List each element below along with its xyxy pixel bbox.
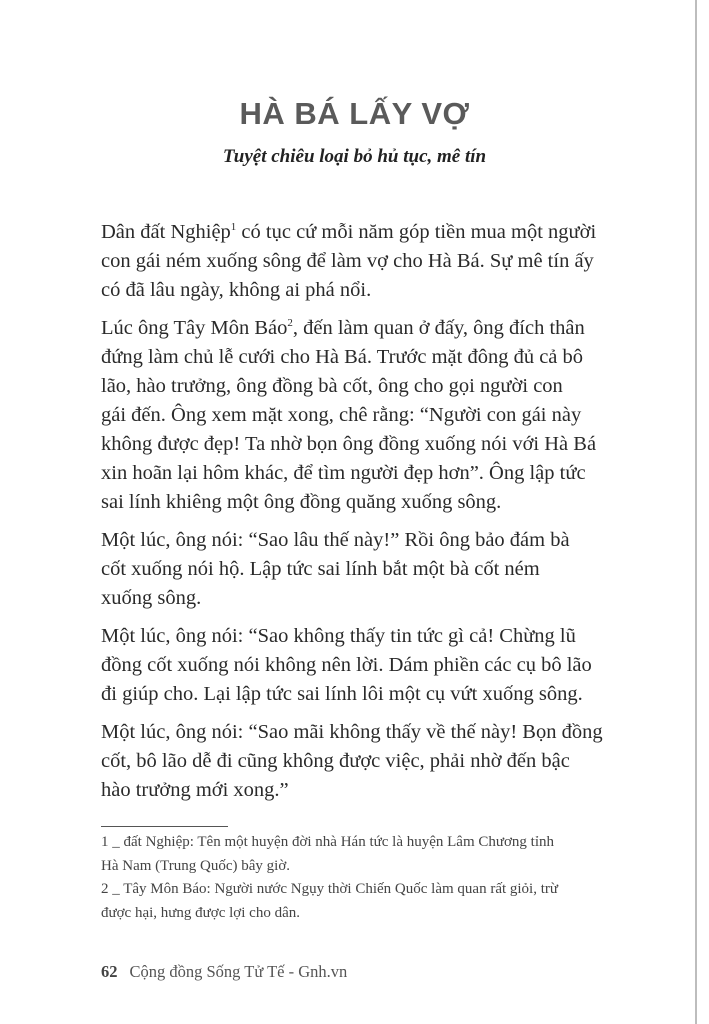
- footnotes: [101, 831, 558, 926]
- text-line: cốt, bô lão dễ đi cũng không được việc, phải nhờ đến bậc: [101, 750, 570, 772]
- text-line: con gái ném xuống sông để làm vợ cho Hà Bá. Sự mê tín ấy: [101, 250, 594, 272]
- text-line: Một lúc, ông nói: “Sao không thấy tin tức gì cả! Chừng lũ: [101, 625, 576, 647]
- text-line: đồng cốt xuống nói không nên lời. Dám phiền các cụ bô lão: [101, 654, 592, 676]
- text-line: cốt xuống nói hộ. Lập tức sai lính bắt một bà cốt ném: [101, 558, 540, 580]
- footnote-line: 1 _ đất Nghiệp: Tên một huyện đời nhà Hán tức là huyện Lâm Chương tỉnh: [101, 834, 555, 850]
- text-line: Một lúc, ông nói: “Sao lâu thế này!” Rồi ông bảo đám bà: [101, 529, 570, 551]
- text-line: có đã lâu ngày, không ai phá nổi.: [101, 279, 372, 301]
- paragraph: [101, 622, 621, 709]
- paragraph: [101, 718, 621, 805]
- footnote-ref[interactable]: 1: [230, 221, 237, 234]
- text-line: đi giúp cho. Lại lập tức sai lính lôi một cụ vứt xuống sông.: [101, 683, 583, 705]
- text-line: Một lúc, ông nói: “Sao mãi không thấy về thế này! Bọn đồng: [101, 721, 603, 743]
- paragraph: [101, 314, 621, 517]
- paragraph: [101, 526, 621, 613]
- page-number: 62: [101, 962, 118, 981]
- footnote-line: được hại, hưng được lợi cho dân.: [101, 905, 300, 922]
- footnote-ref[interactable]: 2: [287, 317, 293, 330]
- text-line: xuống sông.: [101, 587, 202, 609]
- text-line: sai lính khiêng một ông đồng quăng xuống sông.: [101, 491, 502, 513]
- text-line: đứng làm chủ lễ cưới cho Hà Bá. Trước mặt đông đủ cả bô: [101, 346, 584, 368]
- text-line: không được đẹp! Ta nhờ bọn ông đồng xuống nói với Hà Bá: [101, 433, 597, 455]
- footnote-line: Hà Nam (Trung Quốc) bây giờ.: [101, 857, 291, 874]
- text-line: Lúc ông Tây Môn Báo$^2$, đến làm quan ở đấy, ông đích thân: [101, 317, 585, 339]
- chapter-title: HÀ BÁ LẤY VỢ: [239, 96, 470, 131]
- text-line: lão, hào trưởng, ông đồng bà cốt, ông cho gọi người con: [101, 375, 563, 397]
- footnote-divider: [101, 826, 228, 827]
- text-line: xin hoãn lại hôm khác, để tìm người đẹp hơn”. Ông lập tức: [101, 462, 586, 484]
- chapter-subtitle: Tuyệt chiêu loại bỏ hủ tục, mê tín: [222, 146, 487, 167]
- page-footer: [101, 962, 347, 982]
- text-line: gái đến. Ông xem mặt xong, chê rằng: “Người con gái này: [101, 404, 582, 426]
- text-line: Dân đất Nghiệp$^1$ có tục cứ mỗi năm góp tiền mua một người: [101, 221, 597, 243]
- paragraph: [101, 218, 621, 305]
- footnote-line: 2 _ Tây Môn Báo: Người nước Ngụy thời Chiến Quốc làm quan rất giỏi, trừ: [101, 881, 559, 898]
- body-text: [101, 218, 621, 814]
- footer-text: Cộng đồng Sống Tử Tế - Gnh.vn: [129, 962, 348, 981]
- text-line: hào trưởng mới xong.”: [101, 779, 289, 801]
